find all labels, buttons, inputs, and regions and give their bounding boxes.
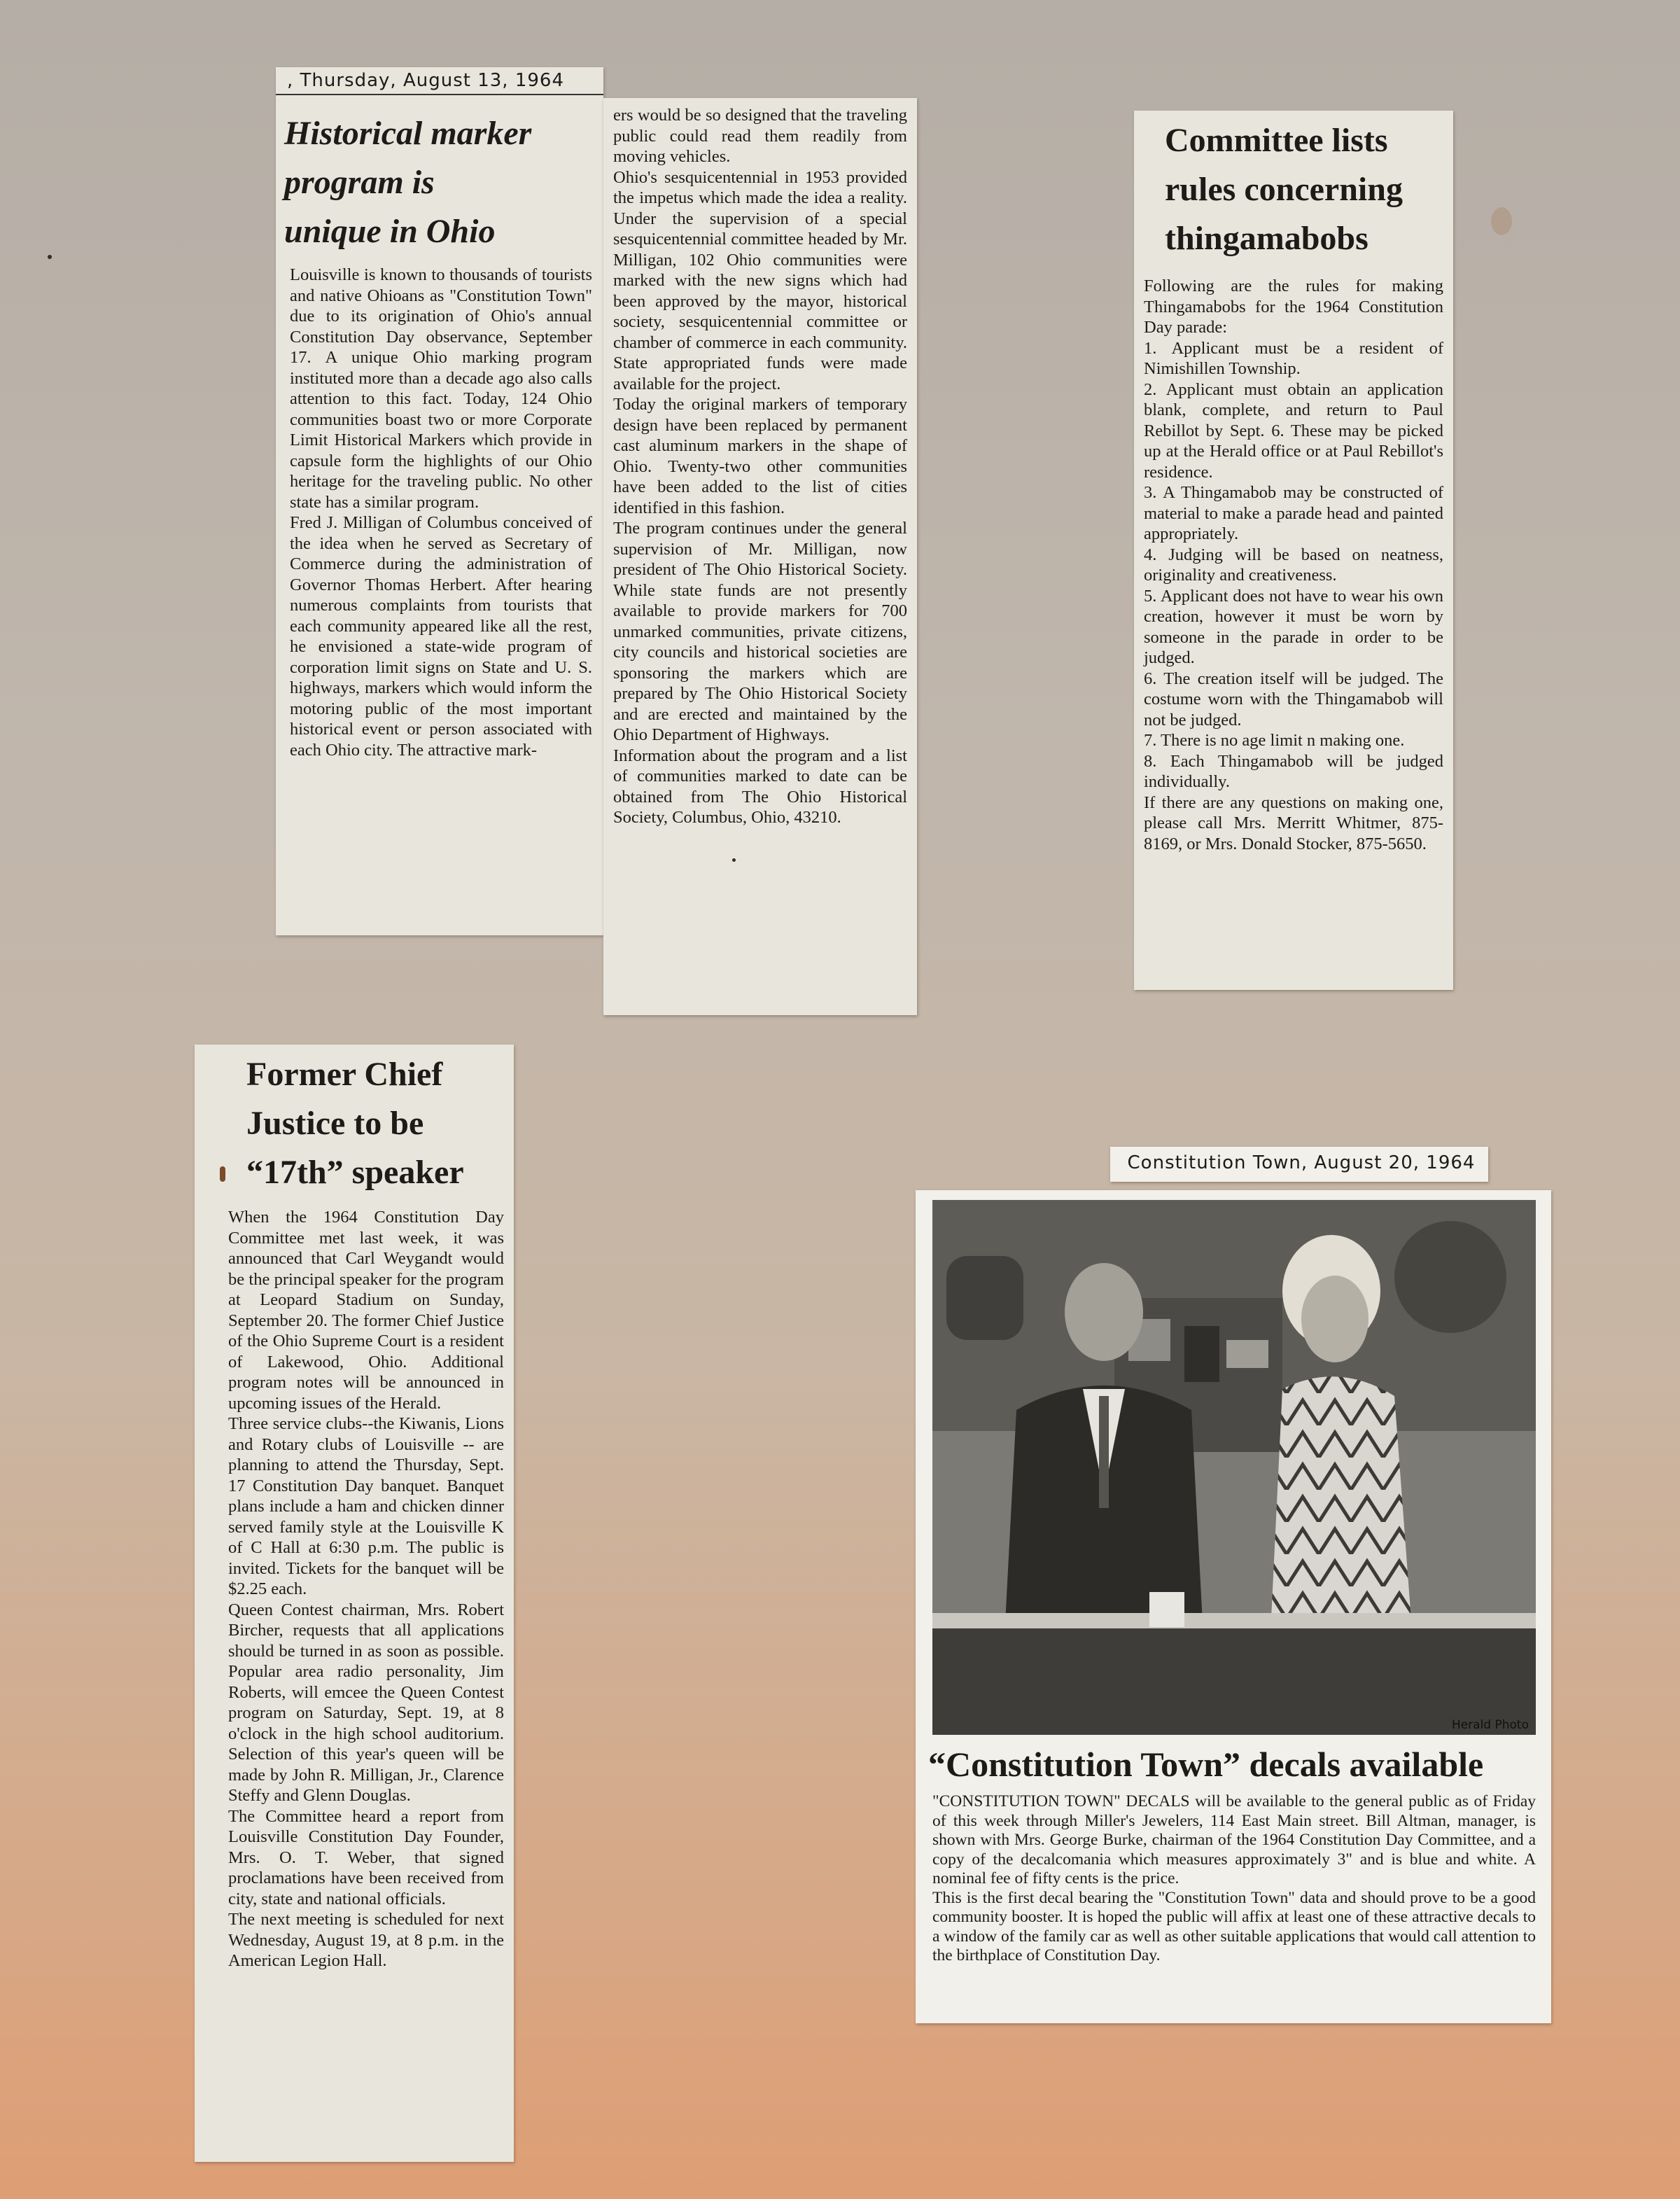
headline bbox=[1144, 111, 1443, 263]
page-speck bbox=[220, 1166, 225, 1182]
headline-line-1: Committee lists bbox=[1165, 122, 1388, 159]
chief-justice-clipping bbox=[195, 1045, 514, 2162]
headline bbox=[276, 109, 603, 256]
historical-marker-clipping-left bbox=[276, 67, 603, 935]
decals-caption: "CONSTITUTION TOWN" DECALS will be available to the general public as of Friday of this week through Miller's Jewelers, 114 East Main street. Bill Altman, manager, is shown with Mrs. George Burke, chairman of the 1964 Constitution Day Committee, and a copy of the decalcomania which measures approximately 3" and is blue and white. A nominal fee of fifty cents is the price. This is the first decal bearing the "Constitution Town" data and should prove to be a good community booster. It is hoped the public will affix at least one of these attractive decals to a window of the family car as well as other suitable applications that would call attention to the birthplace of Constitution Day. bbox=[932, 1792, 1536, 1964]
headline-line-2: rules concerning bbox=[1165, 171, 1403, 208]
headline-line-3: unique in Ohio bbox=[284, 213, 496, 250]
photo-illustration bbox=[932, 1200, 1536, 1735]
page-speck bbox=[1491, 207, 1512, 235]
photo-credit: Herald Photo bbox=[1451, 1718, 1529, 1732]
article-body: When the 1964 Constitution Day Committee met last week, it was announced that Carl Weygandt would be the principal speaker for the program at Leopard Stadium on Sunday, September 20. The former Chief Justice of the Ohio Supreme Court is a resident of Lakewood, Ohio. Additional program notes will be announced in upcoming issues of the Herald. Three service clubs--the Kiwanis, Lions and Rotary clubs of Louisville -- are planning to attend the Thursday, Sept. 17 Constitution Day banquet. Banquet plans include a ham and chicken dinner served family style at the Louisville K of C Hall at 6:30 p.m. The public is invited. Tickets for the banquet will be $2.25 each. Queen Contest chairman, Mrs. Robert Bircher, requests that all applications should be turned in as soon as possible. Popular area radio personality, Jim Roberts, will emcee the Queen Contest program on Saturday, Sept. 19, at 8 o'clock in the high school auditorium. Selection of this year's queen will be made by John R. Milligan, Jr., Clarence Steffy and Glenn Douglas. The Committee heard a report from Louisville Constitution Day Founder, Mrs. O. T. Weber, that signed proclamations have been received from city, state and national officials. The next meeting is scheduled for next Wednesday, August 19, at 8 p.m. in the American Legion Hall. bbox=[228, 1208, 504, 1970]
headline-line-3: “17th” speaker bbox=[246, 1154, 464, 1191]
thingamabobs-clipping bbox=[1134, 111, 1453, 990]
dateline: Constitution Town, August 20, 1964 bbox=[1127, 1152, 1476, 1173]
article-column-2: ers would be so designed that the traveling public could read them readily from moving vehicles. Ohio's sesquicentennial in 1953 provided the impetus which made the idea a reality. Under the supervision of a special sesquicentennial committee headed by Mr. Milligan, 102 Ohio communities were marked with the new signs which had been approved by the mayor, historical society, sesquicentennial committee or chamber of commerce in each community. State appropriated funds were made available for the project. Today the original markers of temporary design have been replaced by permanent cast aluminum markers in the shape of Ohio. Twenty-two other communities have been added to the list of cities identified in this fashion. The program continues under the general supervision of Mr. Milligan, now president of The Ohio Historical Society. While state funds are not presently available to provide markers for 700 unmarked communities, private citizens, city councils and historical societies are sponsoring the markers which are prepared by The Ohio Historical Society and are erected and maintained by the Ohio Department of Highways. Information about the program and a list of communities marked to date can be obtained from The Ohio Historical Society, Columbus, Ohio, 43210. bbox=[613, 106, 907, 827]
rules-body: Following are the rules for making Thingamabobs for the 1964 Constitution Day parade: 1. Applicant must be a resident of Nimishillen Township. 2. Applicant must obtain an application blank, complete, and return to Paul Rebillot by Sept. 6. These may be picked up at the Herald office or at Paul Rebillot's residence. 3. A Thingamabob may be constructed of material to make a parade head and painted appropriately. 4. Judging will be based on neatness, originality and creativeness. 5. Applicant does not have to wear his own creation, however it must be worn by someone in the parade in order to be judged. 6. The creation itself will be judged. The costume worn with the Thingamabob will not be judged. 7. There is no age limit n making one. 8. Each Thingamabob will be judged individually. If there are any questions on making one, please call Mrs. Merritt Whitmer, 875-8169, or Mrs. Donald Stocker, 875-5650. bbox=[1144, 277, 1443, 853]
headline-line-1: Former Chief bbox=[246, 1056, 443, 1093]
headline-line-3: thingamabobs bbox=[1165, 220, 1368, 257]
headline bbox=[228, 1045, 504, 1197]
headline-line-2: Justice to be bbox=[246, 1105, 424, 1142]
news-photo bbox=[932, 1200, 1536, 1735]
decals-dateline-strip bbox=[1110, 1147, 1488, 1182]
article-column-1: Louisville is known to thousands of tourists and native Ohioans as "Constitution Town" due to its origination of Ohio's annual Constitution Day observance, September 17. A unique Ohio marking program instituted more than a decade ago also calls attention to this fact. Today, 124 Ohio communities boast two or more Corporate Limit Historical Markers which provide in capsule form the highlights of our Ohio heritage for the traveling public. No other state has a similar program. Fred J. Milligan of Columbus conceived of the idea when he served as Secretary of Commerce during the administration of Governor Thomas Herbert. After hearing numerous complaints from tourists that each community appeared like all the rest, he envisioned a state-wide program of corporation limit signs on State and U. S. highways, markers which would inform the motoring public of the most important historical event or person associated with each Ohio city. The attractive mark- bbox=[290, 265, 592, 760]
historical-marker-clipping-right bbox=[603, 98, 917, 1015]
page-speck bbox=[732, 858, 736, 862]
headline-line-2: program is bbox=[284, 164, 435, 201]
dateline: , Thursday, August 13, 1964 bbox=[276, 67, 603, 95]
page-speck bbox=[48, 255, 52, 259]
headline-line-1: Historical marker bbox=[284, 115, 532, 152]
decals-headline: “Constitution Town” decals available bbox=[928, 1745, 1484, 1784]
decals-clipping bbox=[916, 1190, 1551, 2023]
